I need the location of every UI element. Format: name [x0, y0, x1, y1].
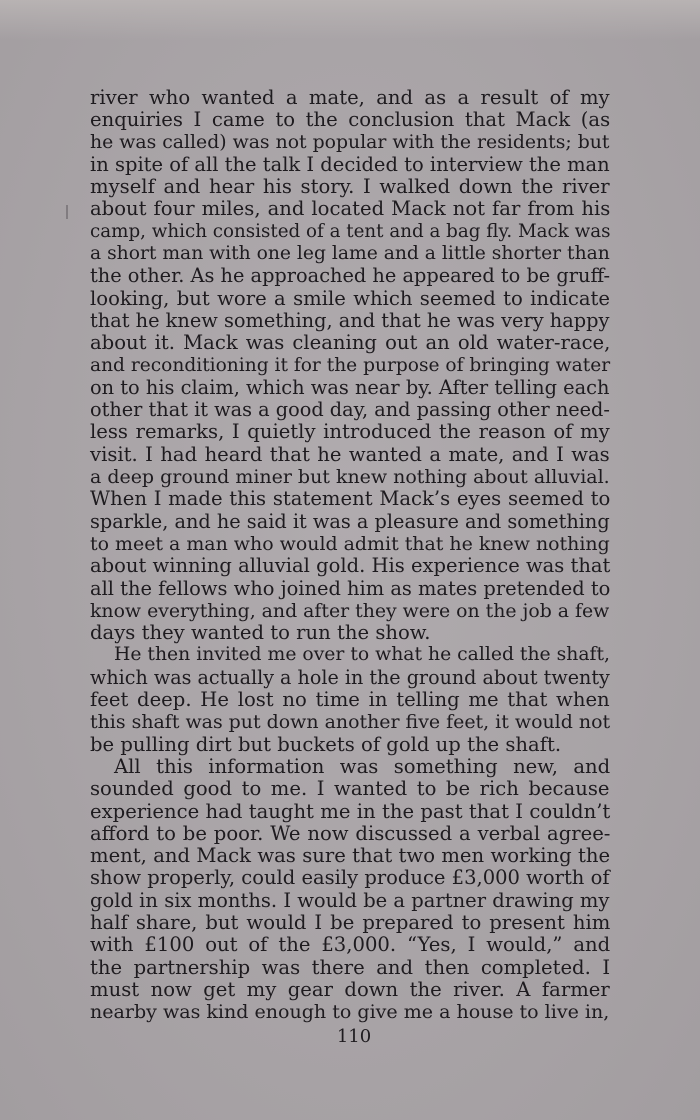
- text-line: feet deep. He lost no time in telling me that when: [90, 688, 610, 712]
- text-line: visit. I had heard that he wanted a mate, and I was: [90, 442, 610, 466]
- text-line: He then invited me over to what he called the shaft,: [114, 644, 610, 666]
- text-line: half share, but would I be prepared to present him: [90, 910, 611, 934]
- text-line: myself and hear his story. I walked down the river: [90, 175, 610, 199]
- text-line: about four miles, and located Mack not far from his: [90, 197, 611, 221]
- text-line: days they wanted to run the show.: [90, 621, 431, 645]
- text-line: less remarks, I quietly introduced the reason of my: [90, 420, 610, 444]
- text-line: ment, and Mack was sure that two men working the: [90, 844, 611, 868]
- text-line: he was called) was not popular with the residents; but: [90, 131, 610, 153]
- text-line: that he knew something, and that he was very happy: [90, 308, 610, 332]
- text-line: sparkle, and he said it was a pleasure and something: [90, 509, 610, 533]
- text-line: which was actually a hole in the ground about twenty: [90, 665, 610, 689]
- text-line: gold in six months. I would be a partner drawing my: [90, 888, 610, 912]
- text-line: about winning alluvial gold. His experience was that: [90, 554, 611, 578]
- text-line: river who wanted a mate, and as a result of my: [90, 86, 610, 109]
- text-line: about it. Mack was cleaning out an old water-race,: [90, 331, 611, 355]
- text-line: experience had taught me in the past that I couldn’t: [90, 799, 611, 823]
- text-line: be pulling dirt but buckets of gold up the shaft.: [90, 732, 562, 756]
- text-line: know everything, and after they were on the job a few: [90, 599, 610, 622]
- text-line: other that it was a good day, and passing other need-: [90, 398, 610, 422]
- text-line: All this information was something new, and: [114, 754, 611, 778]
- text-line: the other. As he approached he appeared to be gruff-: [90, 264, 611, 288]
- text-line: nearby was kind enough to give me a house to live in,: [90, 1001, 610, 1024]
- text-line: to meet a man who would admit that he knew nothing: [90, 532, 610, 555]
- text-line: all the fellows who joined him as mates pretended to: [90, 576, 611, 600]
- text-line: on to his claim, which was near by. After telling each: [90, 375, 610, 399]
- text-line: show properly, could easily produce £3,000 worth of: [90, 866, 610, 890]
- text-line: and reconditioning it for the purpose of bringing water: [90, 354, 611, 376]
- text-line: with £100 out of the £3,000. “Yes, I would,” and: [90, 933, 611, 957]
- text-line: sounded good to me. I wanted to be rich because: [90, 777, 610, 801]
- text-line: afford to be poor. We now discussed a verbal agree-: [90, 821, 611, 845]
- body-text: [90, 87, 610, 1023]
- text-line: a short man with one leg lame and a little shorter than: [90, 243, 610, 265]
- text-line: camp, which consisted of a tent and a bag fly. Mack was: [90, 220, 611, 242]
- paper-speck: [66, 205, 68, 219]
- text-line: must now get my gear down the river. A farmer: [90, 977, 610, 1001]
- text-line: looking, but wore a smile which seemed to indicate: [90, 286, 610, 310]
- text-line: this shaft was put down another five feet, it would not: [90, 711, 611, 734]
- text-line: enquiries I came to the conclusion that Mack (as: [90, 108, 611, 132]
- text-line: a deep ground miner but knew nothing about alluvial.: [90, 466, 610, 489]
- page-number: 110: [336, 1026, 372, 1047]
- text-line: When I made this statement Mack’s eyes seemed to: [90, 487, 611, 511]
- text-line: the partnership was there and then completed. I: [90, 955, 611, 979]
- page-top-shading: [0, 0, 700, 40]
- text-line: in spite of all the talk I decided to interview the man: [90, 152, 610, 176]
